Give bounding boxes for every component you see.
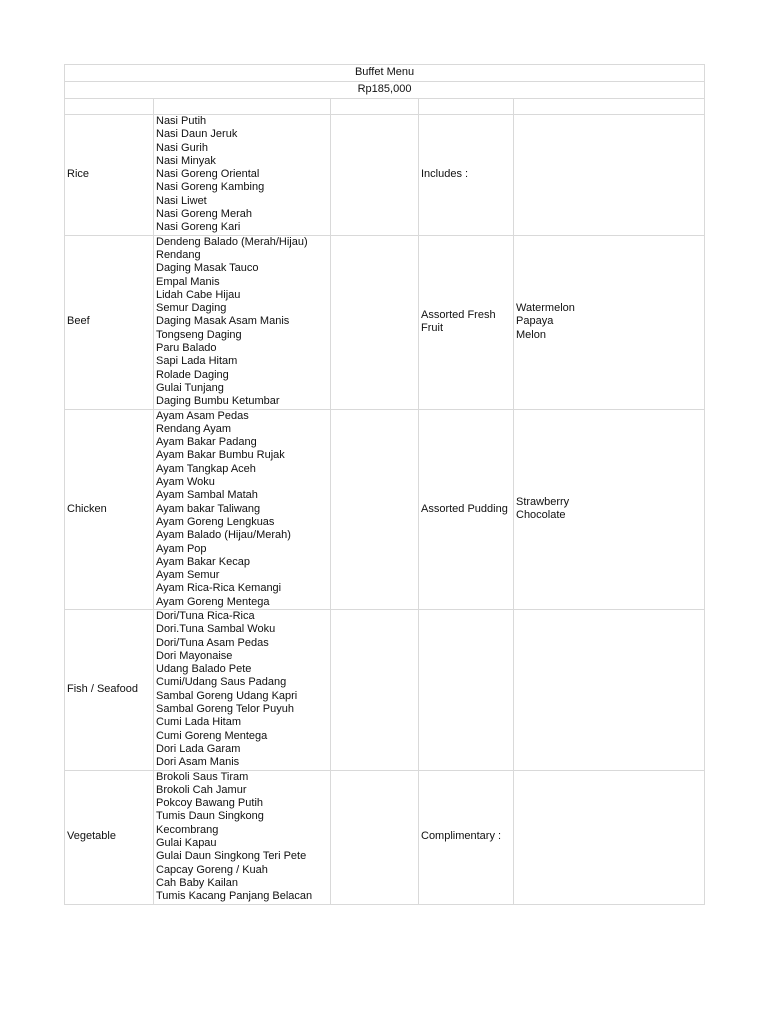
dish-item: Capcay Goreng / Kuah bbox=[156, 863, 268, 876]
dish-item: Empal Manis bbox=[156, 275, 220, 288]
dish-item: Ayam Woku bbox=[156, 476, 215, 489]
empty-cell bbox=[331, 115, 419, 236]
extra-items bbox=[514, 609, 705, 770]
category-label: Beef bbox=[65, 235, 154, 409]
extra-items bbox=[514, 235, 705, 409]
dish-item: Ayam Goreng Lengkuas bbox=[156, 515, 275, 528]
dish-item: Dori Lada Garam bbox=[156, 742, 241, 755]
dish-item: Dori/Tuna Rica-Rica bbox=[156, 609, 255, 622]
dish-item: Ayam Semur bbox=[156, 569, 220, 582]
dish-item: Rolade Daging bbox=[156, 368, 229, 381]
buffet-menu-table bbox=[64, 64, 705, 905]
dish-item: Dori/Tuna Asam Pedas bbox=[156, 636, 269, 649]
dish-item: Ayam Rica-Rica Kemangi bbox=[156, 582, 282, 595]
dish-item: Rendang Ayam bbox=[156, 422, 232, 435]
extra-label: Includes : bbox=[419, 115, 514, 236]
extra-items bbox=[514, 770, 705, 904]
extra-item: Strawberry bbox=[516, 495, 570, 508]
dish-item: Ayam Sambal Matah bbox=[156, 489, 258, 502]
dish-item: Daging Masak Tauco bbox=[156, 262, 259, 275]
dish-list bbox=[154, 409, 331, 609]
dish-item: Ayam Goreng Mentega bbox=[156, 595, 270, 608]
dish-item: Udang Balado Pete bbox=[156, 663, 252, 676]
dish-item: Brokoli Saus Tiram bbox=[156, 770, 249, 783]
extra-label: Complimentary : bbox=[419, 770, 514, 904]
title-row bbox=[65, 65, 705, 82]
dish-item: Tongseng Daging bbox=[156, 328, 242, 341]
dish-item: Dori Mayonaise bbox=[156, 649, 233, 662]
dish-item: Kecombrang bbox=[156, 823, 219, 836]
dish-item: Ayam Pop bbox=[156, 542, 207, 555]
menu-title: Buffet Menu bbox=[65, 65, 705, 82]
extra-item: Watermelon bbox=[516, 302, 575, 315]
dish-item: Tumis Daun Singkong bbox=[156, 810, 264, 823]
category-label: Vegetable bbox=[65, 770, 154, 904]
extra-label: Assorted Pudding bbox=[419, 409, 514, 609]
dish-item: Gulai Kapau bbox=[156, 837, 217, 850]
dish-item: Cumi/Udang Saus Padang bbox=[156, 676, 287, 689]
extra-label: Assorted Fresh Fruit bbox=[419, 235, 514, 409]
dish-list bbox=[154, 609, 331, 770]
dish-item: Daging Masak Asam Manis bbox=[156, 315, 290, 328]
dish-item: Daging Bumbu Ketumbar bbox=[156, 395, 280, 408]
extra-item: Papaya bbox=[516, 315, 554, 328]
menu-sheet bbox=[64, 64, 704, 905]
dish-item: Nasi Putih bbox=[156, 115, 207, 127]
dish-item: Sambal Goreng Udang Kapri bbox=[156, 689, 298, 702]
dish-item: Sapi Lada Hitam bbox=[156, 355, 238, 368]
dish-item: Ayam Asam Pedas bbox=[156, 409, 249, 422]
empty-cell bbox=[65, 99, 154, 115]
dish-item: Ayam Bakar Bumbu Rujak bbox=[156, 449, 285, 462]
menu-row bbox=[65, 235, 705, 409]
dish-item: Lidah Cabe Hijau bbox=[156, 288, 241, 301]
dish-item: Nasi Goreng Kambing bbox=[156, 181, 265, 194]
dish-list bbox=[154, 235, 331, 409]
dish-item: Ayam Tangkap Aceh bbox=[156, 462, 256, 475]
dish-list bbox=[154, 770, 331, 904]
empty-cell bbox=[331, 609, 419, 770]
dish-list bbox=[154, 115, 331, 236]
extra-items bbox=[514, 409, 705, 609]
extra-items bbox=[514, 115, 705, 236]
menu-row bbox=[65, 409, 705, 609]
empty-cell bbox=[419, 99, 514, 115]
dish-item: Paru Balado bbox=[156, 342, 217, 355]
dish-item: Brokoli Cah Jamur bbox=[156, 783, 247, 796]
spacer-row bbox=[65, 99, 705, 115]
dish-item: Ayam Bakar Kecap bbox=[156, 555, 250, 568]
menu-row bbox=[65, 770, 705, 904]
category-label: Fish / Seafood bbox=[65, 609, 154, 770]
dish-item: Dendeng Balado (Merah/Hijau) bbox=[156, 235, 308, 248]
extra-label bbox=[419, 609, 514, 770]
dish-item: Nasi Goreng Oriental bbox=[156, 168, 260, 181]
empty-cell bbox=[514, 99, 705, 115]
dish-item: Semur Daging bbox=[156, 302, 227, 315]
menu-row bbox=[65, 609, 705, 770]
dish-item: Nasi Minyak bbox=[156, 154, 216, 167]
dish-item: Nasi Goreng Merah bbox=[156, 208, 252, 221]
dish-item: Rendang bbox=[156, 248, 201, 261]
empty-cell bbox=[154, 99, 331, 115]
dish-item: Cah Baby Kailan bbox=[156, 876, 238, 889]
dish-item: Nasi Liwet bbox=[156, 194, 207, 207]
dish-item: Pokcoy Bawang Putih bbox=[156, 797, 264, 810]
menu-row bbox=[65, 115, 705, 236]
dish-item: Gulai Daun Singkong Teri Pete bbox=[156, 850, 307, 863]
dish-item: Nasi Gurih bbox=[156, 141, 208, 154]
dish-item: Nasi Daun Jeruk bbox=[156, 128, 238, 141]
dish-item: Nasi Goreng Kari bbox=[156, 221, 241, 234]
price-row bbox=[65, 82, 705, 99]
dish-item: Cumi Lada Hitam bbox=[156, 716, 241, 729]
dish-item: Ayam Balado (Hijau/Merah) bbox=[156, 529, 291, 542]
extra-item: Melon bbox=[516, 328, 546, 341]
dish-item: Dori.Tuna Sambal Woku bbox=[156, 623, 276, 636]
empty-cell bbox=[331, 770, 419, 904]
dish-item: Dori Asam Manis bbox=[156, 756, 240, 769]
menu-price: Rp185,000 bbox=[65, 82, 705, 99]
empty-cell bbox=[331, 235, 419, 409]
empty-cell bbox=[331, 409, 419, 609]
dish-item: Tumis Kacang Panjang Belacan bbox=[156, 890, 313, 903]
category-label: Chicken bbox=[65, 409, 154, 609]
dish-item: Gulai Tunjang bbox=[156, 381, 224, 394]
dish-item: Ayam bakar Taliwang bbox=[156, 502, 261, 515]
empty-cell bbox=[331, 99, 419, 115]
dish-item: Ayam Bakar Padang bbox=[156, 436, 257, 449]
dish-item: Sambal Goreng Telor Puyuh bbox=[156, 703, 294, 716]
category-label: Rice bbox=[65, 115, 154, 236]
dish-item: Cumi Goreng Mentega bbox=[156, 729, 268, 742]
extra-item: Chocolate bbox=[516, 509, 566, 522]
